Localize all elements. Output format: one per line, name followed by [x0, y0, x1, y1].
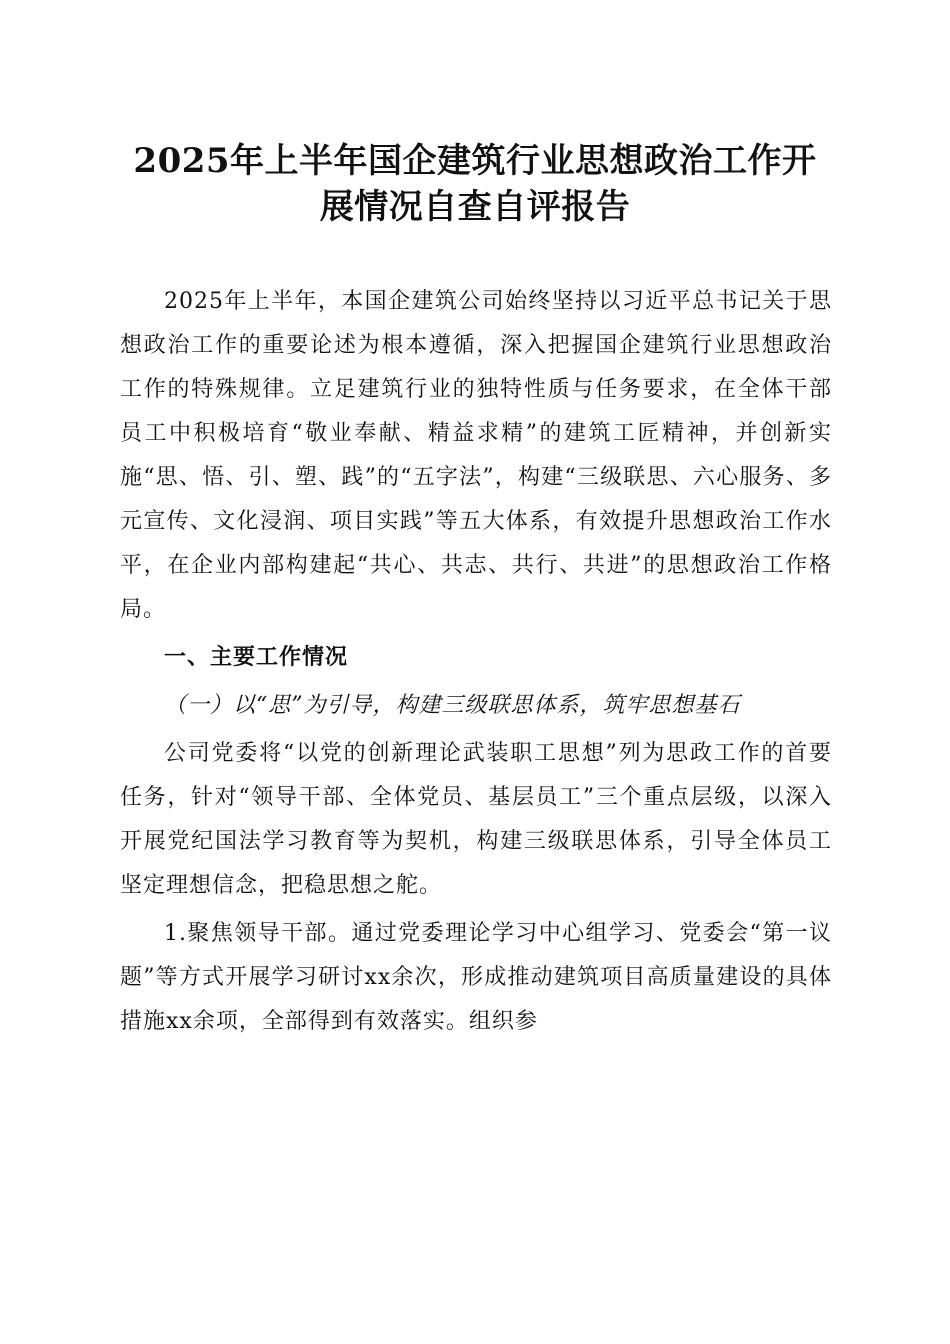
title-line-2: 展情况自查自评报告 [319, 187, 631, 227]
document-title [110, 138, 840, 230]
title-line-1: 2025年上半年国企建筑行业思想政治工作开 [133, 141, 817, 181]
intro-paragraph: 2025年上半年，本国企建筑公司始终坚持以习近平总书记关于思想政治工作的重要论述为根本遵循，深入把握国企建筑行业思想政治工作的特殊规律。立足建筑行业的独特性质与任务要求，在全体干部员工中积极培育“敬业奉献、精益求精”的建筑工匠精神，并创新实施“思、悟、引、塑、践”的“五字法”，构建“三级联思、六心服务、多元宣传、文化浸润、项目实践”等五大体系，有效提升思想政治工作水平，在企业内部构建起“共心、共志、共行、共进”的思想政治工作格局。 [120, 289, 832, 622]
subsection-paragraph: 公司党委将“以党的创新理论武装职工思想”列为思政工作的首要任务，针对“领导干部、全体党员、基层员工”三个重点层级，以深入开展党纪国法学习教育等为契机，构建三级联思体系，引导全体员工坚定理想信念，把稳思想之舵。 [120, 741, 832, 898]
item-paragraph-leaders: 1.聚焦领导干部。通过党委理论学习中心组学习、党委会“第一议题”等方式开展学习研讨xx余次，形成推动建筑项目高质量建设的具体措施xx余项，全部得到有效落实。组织参 [120, 921, 832, 1034]
document-body [120, 280, 832, 1048]
subsection-heading-thinking: （一）以“思”为引导，构建三级联思体系，筑牢思想基石 [164, 693, 741, 718]
section-heading-main-work: 一、主要工作情况 [164, 645, 349, 670]
